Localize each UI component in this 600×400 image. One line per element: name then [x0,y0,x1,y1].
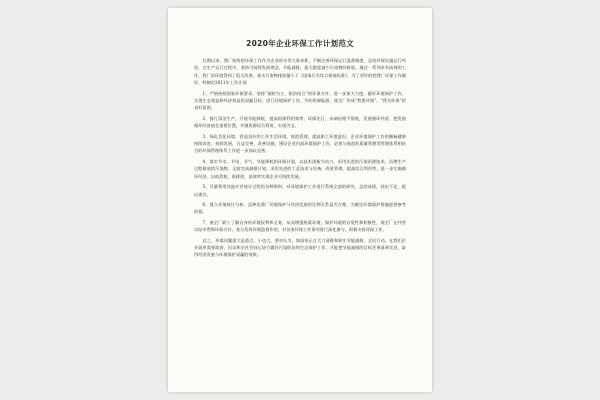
document-title: 2020年企业环保工作计划范文 [246,39,354,48]
document-page [168,8,432,392]
paragraph-item-7: 7、使全厂职工了解自身的环境权利和义务，从而增强热爱环境、保护环境的自觉性和积极性，使全厂在经营实际中贯彻环保方针，充分发挥环境监督作用，对各类环保工作事项进行深化参与，积极支持环保工作。 [194,219,406,233]
paragraph-item-6: 6、建立环境统计分析、反映出我厂环境保护与经济发展的比例关系是否合理，为制定环境保护措施提供参考依据。 [194,201,406,215]
paragraph-item-3: 3、绿化美化环境，营造良好的工作生活环境，规范管理，提高职工环境意识，企业环境保护工作的顺畅健康持续改进，持续发展，日益完善，改善设施，建设企业内部环境保护工作，必须与规范的质量管理等管理体系相结合的环保管理体系工作进一步加以完善。 [194,133,406,154]
paragraph-item-4: 4、落实节水、节电、节气、节能降耗的环保计划，以技术创新为动力，采用先进的污染治理技术，治理生产过程排放的污染物，全面完成减排计划，采用先进的工艺技术与设备，改进管理，提高综合利用率，进一步实施循环经济，以低消耗、低排放、高效率实现企业可持续发展。 [194,158,406,179]
paragraph-item-2: 2、推行清洁生产，开展节能降耗，提高资源利用效率，环保先行，末端治理不彻底，发展循环经济，把发展循环经济放在重要位置，并做资源综合利用，实现为宝。 [194,115,406,129]
conclusion-paragraph: 总之，环境问题重大是重点，小也大，要对认为，如国家正在大力清排和积实节能减排，全民行动，在我们企业就更需要政府、民众和全社会同心协力做好污染防治和生态保护工作，才能把节能减排的目标任务落到实处，取得经济发展与环境保护双赢的效果。 [194,237,406,258]
intro-paragraph: 长期以来，我厂始终把环保工作作为企业的头等大事来抓，不断完善环保运行监督制度，总结环保设施运行经验，在生产运行过程中，坚持可持续发展理念，节能减排，最大限度减少污染物的排放。通过一系列卓有成效的工作，我厂的环境得到了很大改善，废水污染物排放量小于《国家污水综合排放标准》，为了更好的把我厂环保工作做好，特制定2011年工作计划 [194,58,406,86]
paragraph-item-5: 5、尽量利用其他专业统计过程的各种资料，对环境保护工作进行系统全面的研究，总结成绩，找出不足，提出建议。 [194,184,406,197]
paragraph-item-1: 1、严格按照国家环保要求，坚持“预防为主，防治结合”的环保方针，进一步加大力度，做好环境保护工作，实现生态效益和经济效益的双赢目标，进行环境保护工作，节约资源能源，使全厂形成“我要环保”、“我为环保”的良好氛围。 [194,90,406,111]
